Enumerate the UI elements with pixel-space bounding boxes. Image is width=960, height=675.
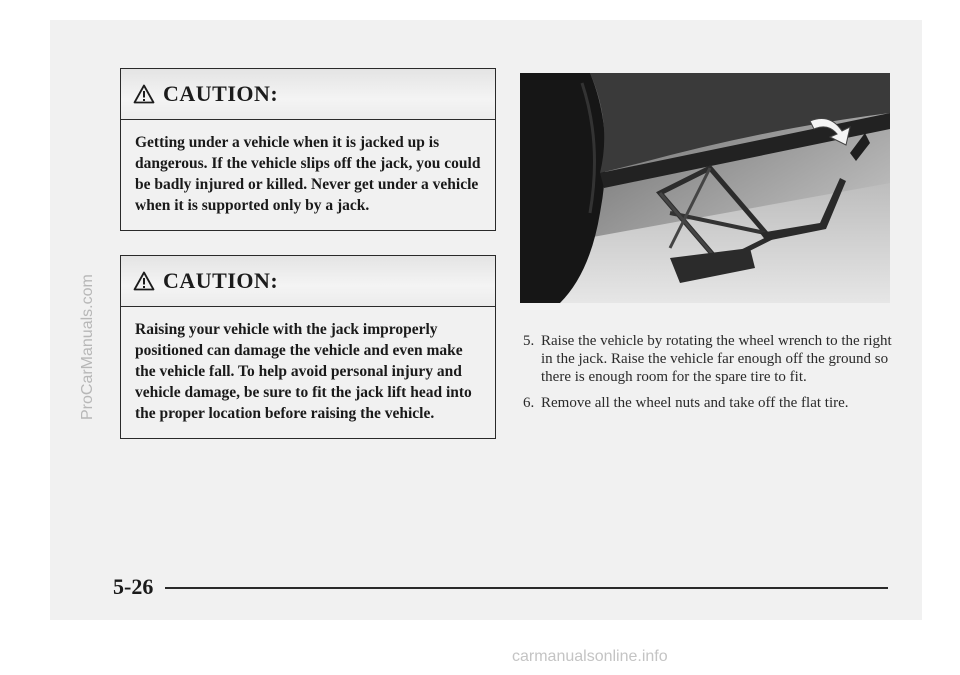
page-number: 5-26 xyxy=(113,574,154,599)
caution-text: Getting under a vehicle when it is jacked up is dangerous. If the vehicle slips off the jack, you could be badly injured or killed. Never get under a vehicle when it is supported only by a jack. xyxy=(135,134,481,214)
step-number: 6. xyxy=(523,395,535,411)
footer-rule xyxy=(165,587,888,589)
caution-text: Raising your vehicle with the jack improperly positioned can damage the vehicle and even make the vehicle fall. To help avoid personal injury and vehicle damage, be sure to fit the jack lift head into the proper location before raising the vehicle. xyxy=(135,321,472,422)
warning-triangle-icon xyxy=(133,271,155,291)
bottom-watermark: carmanualsonline.info xyxy=(512,648,668,665)
step-item xyxy=(523,332,895,386)
step-text: Remove all the wheel nuts and take off the flat tire. xyxy=(541,395,849,411)
caution-title: CAUTION: xyxy=(163,268,279,293)
caution-box-jacked-vehicle xyxy=(120,68,496,231)
step-item xyxy=(523,394,895,412)
jack-photo xyxy=(520,73,890,303)
caution-header xyxy=(121,69,495,120)
warning-triangle-icon xyxy=(133,84,155,104)
caution-title: CAUTION: xyxy=(163,81,279,106)
caution-header xyxy=(121,256,495,307)
step-number: 5. xyxy=(523,333,535,349)
caution-box-jack-position xyxy=(120,255,496,439)
step-text: Raise the vehicle by rotating the wheel wrench to the right in the jack. Raise the vehicle far enough off the ground so there is enough room for the spare tire to fit. xyxy=(541,333,892,385)
instruction-steps xyxy=(523,332,895,420)
side-watermark: ProCarManuals.com xyxy=(79,274,96,420)
